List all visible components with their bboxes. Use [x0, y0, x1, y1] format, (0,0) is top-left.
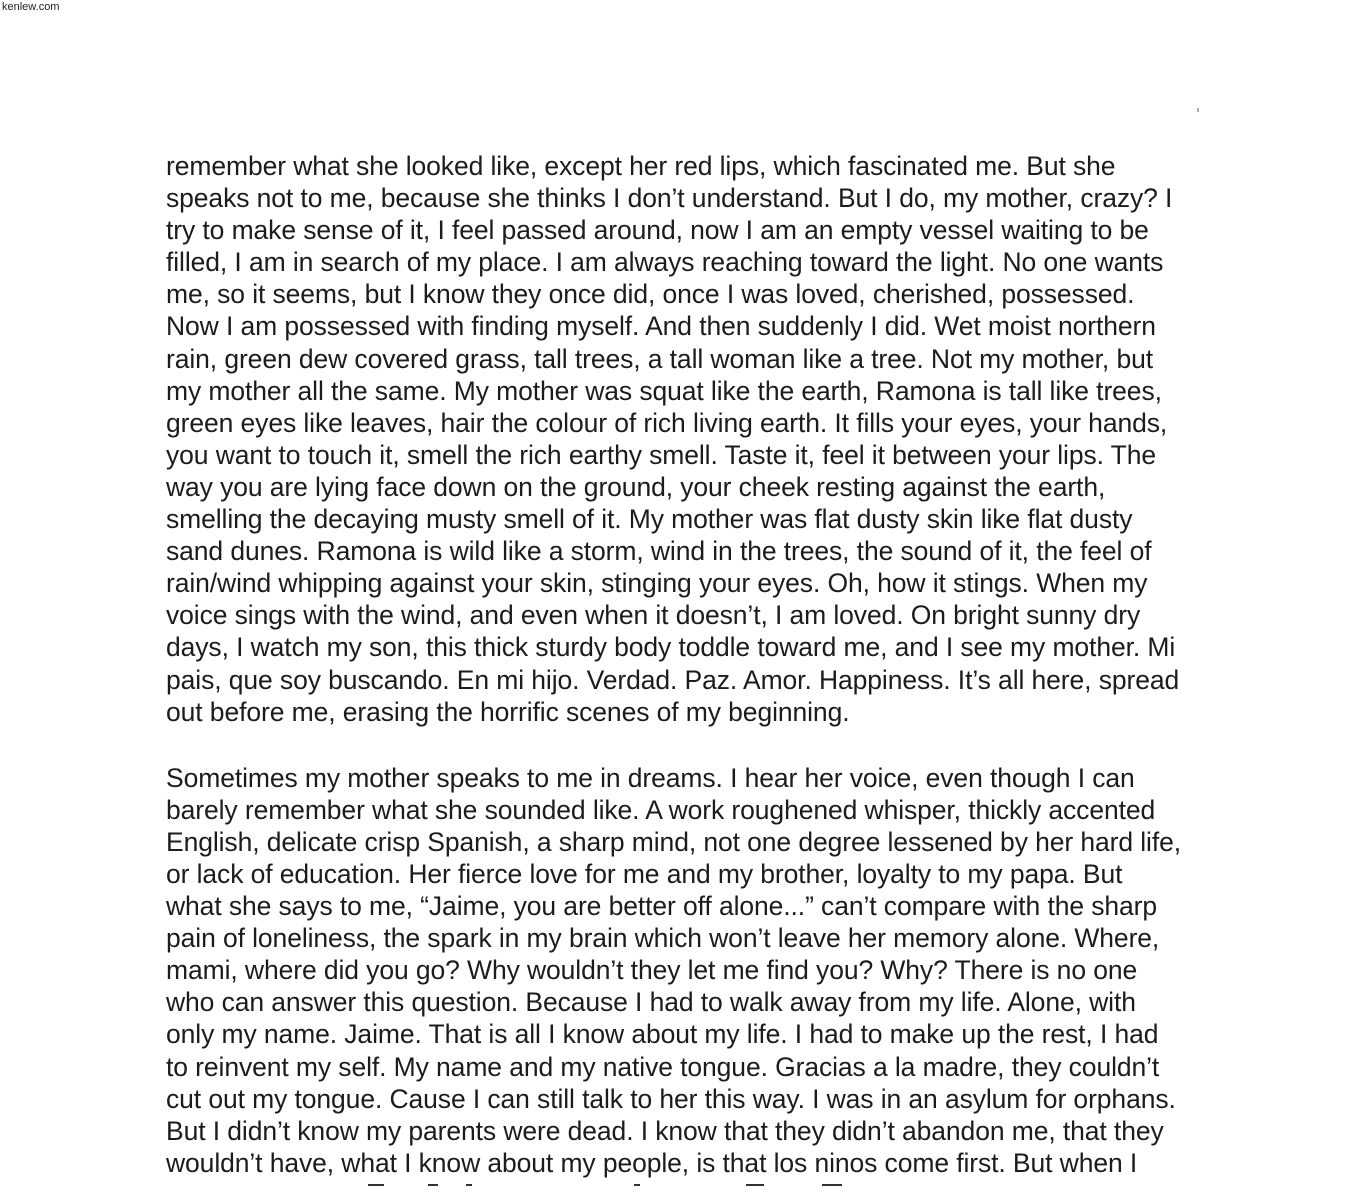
text-line: speaks not to me, because she thinks I don’t understand. But I do, my mother, crazy? I — [166, 183, 1173, 214]
text-line: my mother all the same. My mother was squat like the earth, Ramona is tall like trees, — [166, 375, 1162, 406]
text-fragment — [428, 1184, 438, 1196]
text-line: voice sings with the wind, and even when it doesn’t, I am loved. On bright sunny dry — [166, 600, 1141, 631]
text-line: me, so it seems, but I know they once did, once I was loved, cherished, possessed. — [166, 279, 1135, 310]
text-fragment — [822, 1184, 842, 1196]
text-line: rain/wind whipping against your skin, stinging your eyes. Oh, how it stings. When my — [166, 568, 1148, 599]
text-fragment — [634, 1184, 640, 1196]
text-line: filled, I am in search of my place. I am always reaching toward the light. No one wants — [166, 247, 1164, 278]
text-line: But I didn’t know my parents were dead. I know that they didn’t abandon me, that they — [166, 1115, 1164, 1146]
scan-speck — [1197, 108, 1199, 112]
text-line: try to make sense of it, I feel passed around, now I am an empty vessel waiting to be — [166, 215, 1149, 246]
text-line: English, delicate crisp Spanish, a sharp mind, not one degree lessened by her hard life, — [166, 826, 1182, 857]
text-line: way you are lying face down on the ground, your cheek resting against the earth, — [166, 471, 1106, 502]
paragraph-1 — [166, 150, 1246, 728]
text-fragment — [368, 1184, 384, 1196]
text-line: smelling the decaying musty smell of it. My mother was flat dusty skin like flat dusty — [166, 504, 1133, 535]
paragraph-gap — [166, 728, 1246, 762]
text-line: pain of loneliness, the spark in my brain which won’t leave her memory alone. Where, — [166, 923, 1160, 954]
paragraph-2 — [166, 762, 1246, 1179]
text-fragment — [746, 1184, 764, 1196]
text-line: who can answer this question. Because I had to walk away from my life. Alone, with — [166, 987, 1136, 1018]
text-fragment — [466, 1184, 472, 1196]
text-line: sand dunes. Ramona is wild like a storm, wind in the trees, the sound of it, the feel of — [166, 536, 1152, 567]
text-line: out before me, erasing the horrific scenes of my beginning. — [166, 696, 850, 727]
text-line: Now I am possessed with finding myself. And then suddenly I did. Wet moist northern — [166, 311, 1156, 342]
text-line: barely remember what she sounded like. A work roughened whisper, thickly accented — [166, 794, 1156, 825]
watermark-text: kenlew.com — [2, 1, 60, 13]
document-page — [166, 150, 1246, 1179]
text-line: mami, where did you go? Why wouldn’t they let me find you? Why? There is no one — [166, 955, 1138, 986]
text-line: cut out my tongue. Cause I can still talk to her this way. I was in an asylum for orphans. — [166, 1083, 1176, 1114]
text-line: what she says to me, “Jaime, you are better off alone...” can’t compare with the sharp — [166, 891, 1158, 922]
text-line: rain, green dew covered grass, tall trees, a tall woman like a tree. Not my mother, but — [166, 343, 1153, 374]
text-line: to reinvent my self. My name and my native tongue. Gracias a la madre, they couldn’t — [166, 1051, 1160, 1082]
text-line: pais, que soy buscando. En mi hijo. Verdad. Paz. Amor. Happiness. It’s all here, spread — [166, 664, 1180, 695]
text-line: or lack of education. Her fierce love for me and my brother, loyalty to my papa. But — [166, 858, 1123, 889]
text-line: remember what she looked like, except her red lips, which fascinated me. But she — [166, 151, 1116, 181]
text-line: you want to touch it, smell the rich earthy smell. Taste it, feel it between your lips. The — [166, 439, 1157, 470]
text-line: days, I watch my son, this thick sturdy body toddle toward me, and I see my mother. Mi — [166, 632, 1176, 663]
text-line: only my name. Jaime. That is all I know about my life. I had to make up the rest, I had — [166, 1019, 1159, 1050]
text-line: wouldn’t have, what I know about my people, is that los ninos come first. But when I — [166, 1147, 1138, 1178]
cut-off-line-fragments — [166, 1182, 886, 1200]
text-line: green eyes like leaves, hair the colour of rich living earth. It fills your eyes, your hands, — [166, 407, 1168, 438]
text-line: Sometimes my mother speaks to me in dreams. I hear her voice, even though I can — [166, 762, 1135, 793]
